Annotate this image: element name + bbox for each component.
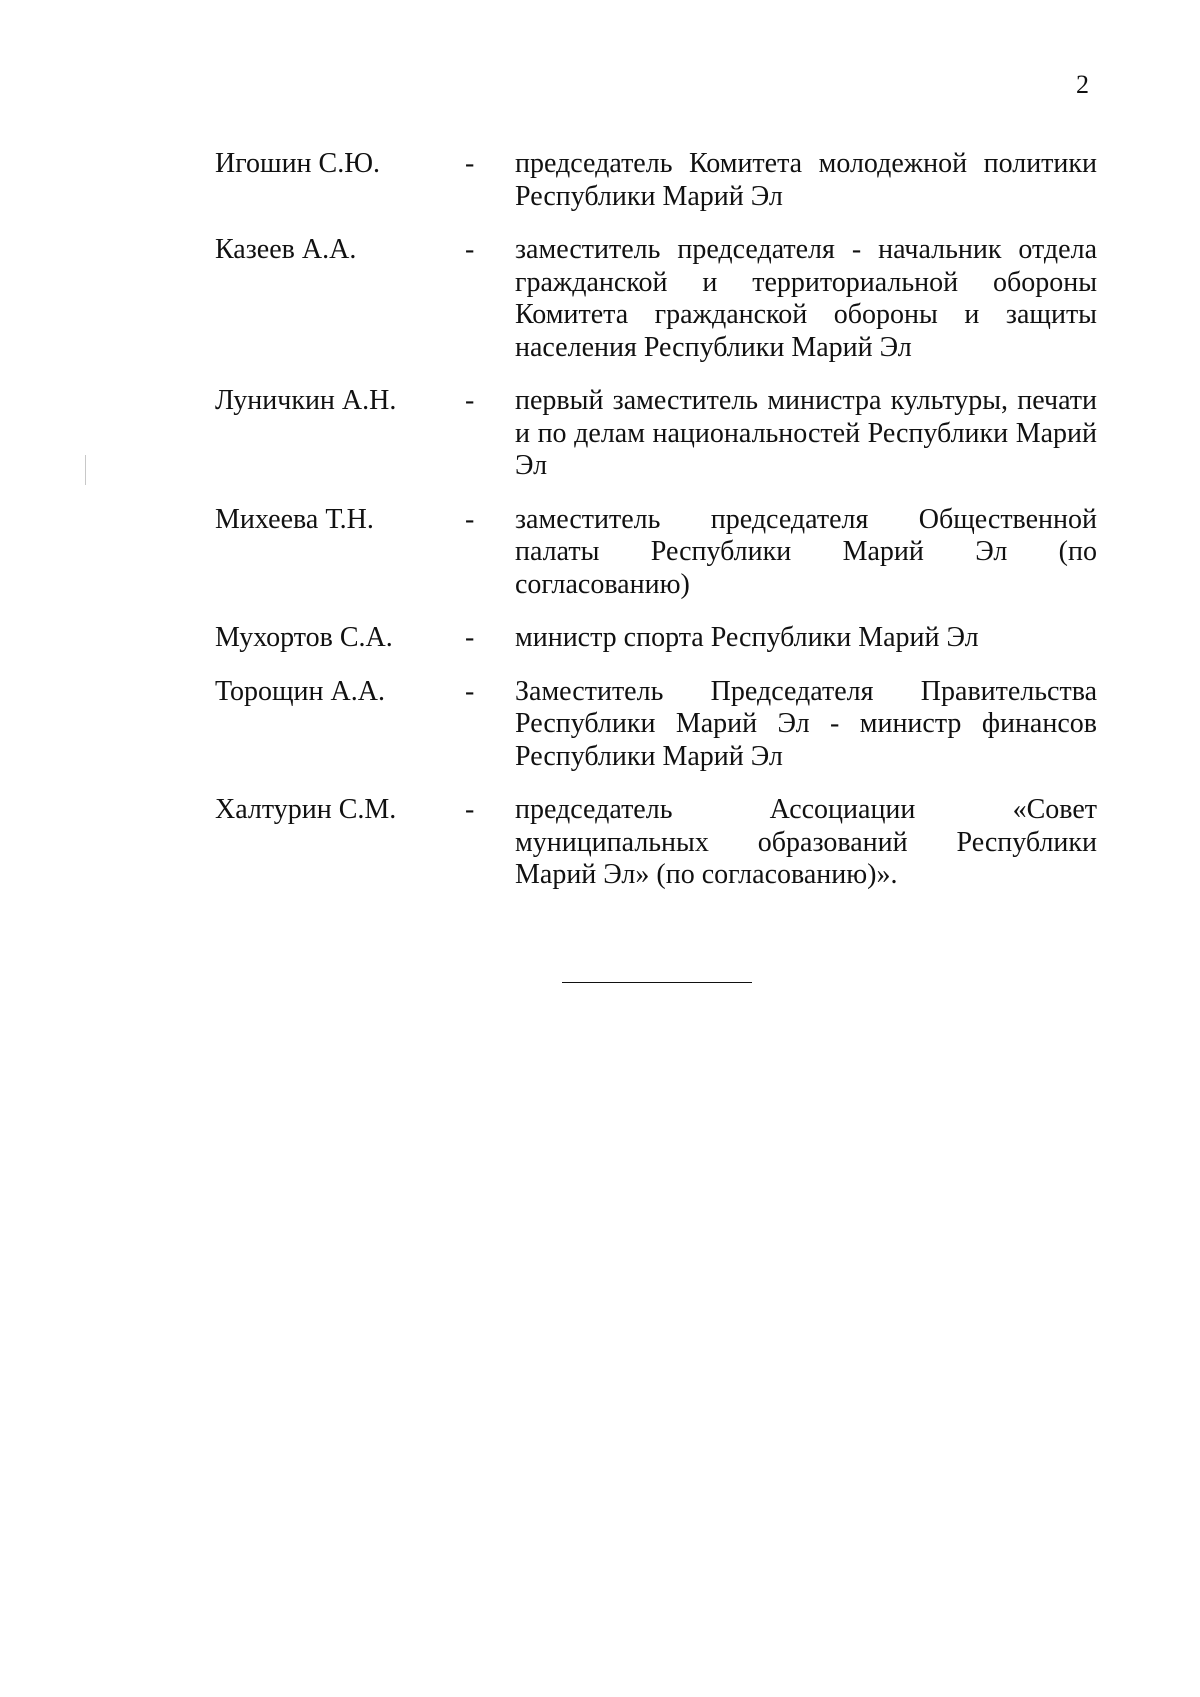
member-role: Заместитель Председателя Правительства Республики Марий Эл - министр финансов Республики Марий Эл	[515, 675, 1097, 772]
member-role: председатель Ассоциации «Совет муниципальных образований Республики Марий Эл» (по согласованию)».	[515, 794, 1097, 890]
member-dash: -	[465, 794, 475, 825]
member-entry	[215, 148, 1097, 213]
end-divider-line	[562, 982, 752, 983]
member-role: председатель Комитета молодежной политики Республики Марий Эл	[515, 148, 1097, 212]
member-entry	[215, 504, 1097, 602]
member-role: министр спорта Республики Марий Эл	[515, 622, 979, 653]
member-name: Торощин А.А.	[215, 675, 385, 707]
members-list	[215, 148, 1097, 913]
member-entry	[215, 676, 1097, 774]
member-entry	[215, 622, 1097, 655]
member-entry	[215, 794, 1097, 892]
member-role: заместитель председателя Общественной палаты Республики Марий Эл (по согласованию)	[515, 503, 1097, 600]
member-role: заместитель председателя - начальник отдела гражданской и территориальной обороны Комитета гражданской обороны и защиты населения Республики Марий Эл	[515, 234, 1097, 363]
member-entry	[215, 385, 1097, 483]
member-name: Игошин С.Ю.	[215, 148, 380, 179]
page-number: 2	[1076, 70, 1089, 99]
member-dash: -	[465, 675, 475, 707]
member-name: Мухортов С.А.	[215, 622, 393, 653]
member-dash: -	[465, 622, 475, 653]
member-name: Халтурин С.М.	[215, 794, 397, 825]
member-name: Луничкин А.Н.	[215, 385, 397, 416]
member-role: первый заместитель министра культуры, печати и по делам национальностей Республики Марий Эл	[515, 385, 1097, 481]
member-dash: -	[465, 503, 475, 535]
member-entry	[215, 234, 1097, 364]
member-dash: -	[465, 385, 475, 416]
member-dash: -	[465, 148, 475, 179]
member-name: Михеева Т.Н.	[215, 503, 374, 535]
member-name: Казеев А.А.	[215, 234, 357, 265]
member-dash: -	[465, 234, 475, 265]
scan-margin-mark	[85, 455, 86, 485]
